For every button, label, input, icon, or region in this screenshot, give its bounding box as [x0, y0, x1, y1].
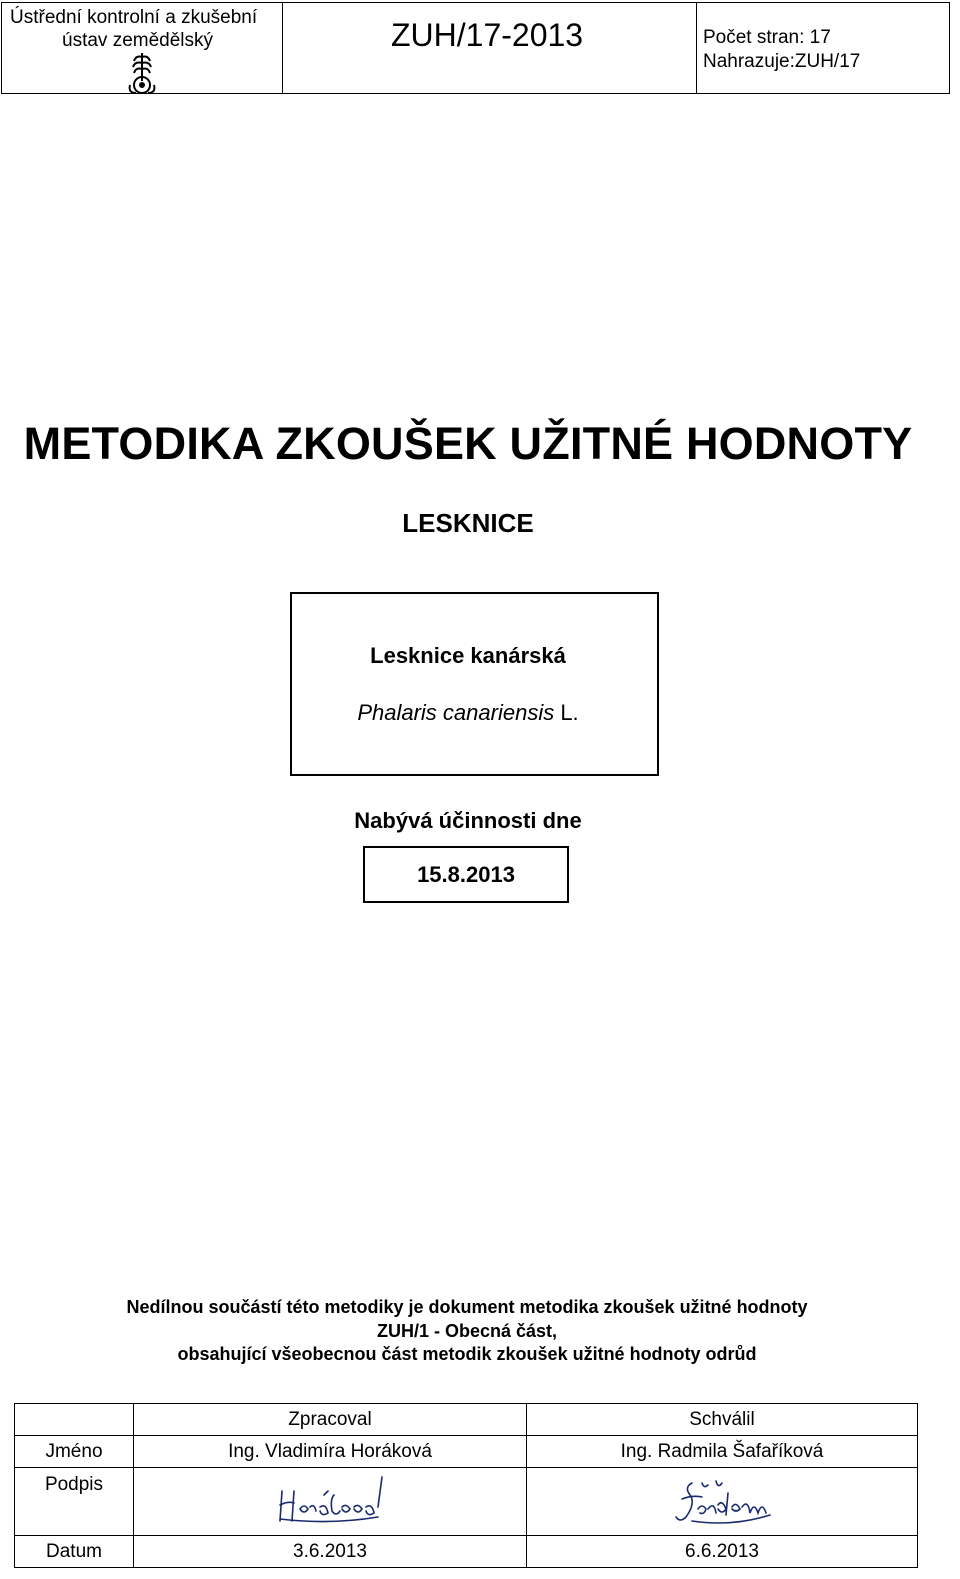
species-latin-name	[0, 700, 936, 726]
prepared-signature-cell	[134, 1468, 527, 1536]
replaces-document: Nahrazuje:ZUH/17	[703, 51, 861, 72]
organization-name-line2: ústav zemědělský	[62, 30, 214, 51]
effective-date: 15.8.2013	[417, 861, 515, 887]
note-line1: Nedílnou součástí této metodiky je dokument metodika zkoušek užitné hodnoty	[126, 1297, 808, 1317]
document-code: ZUH/17-2013	[391, 17, 584, 53]
handwritten-signature-approved	[662, 1473, 782, 1531]
approved-date: 6.6.2013	[527, 1536, 918, 1568]
effective-date-box	[363, 846, 569, 903]
document-subtitle: LESKNICE	[402, 508, 534, 538]
table-row	[15, 1404, 918, 1436]
header-organization-cell	[2, 3, 283, 93]
signature-table	[14, 1403, 918, 1568]
species-latin-author: L.	[554, 700, 579, 725]
table-row	[15, 1536, 918, 1568]
row-label-signature: Podpis	[15, 1468, 134, 1536]
species-box	[290, 592, 659, 776]
approved-by-name: Ing. Radmila Šafaříková	[527, 1436, 918, 1468]
handwritten-signature-prepared	[270, 1473, 390, 1531]
prepared-date: 3.6.2013	[134, 1536, 527, 1568]
column-header-prepared: Zpracoval	[134, 1404, 527, 1436]
page-count: Počet stran: 17	[703, 27, 831, 48]
organization-name-line1: Ústřední kontrolní a zkušební	[10, 7, 258, 28]
table-row	[15, 1436, 918, 1468]
header-pages-cell	[697, 3, 949, 93]
ukzuz-logo-icon	[124, 51, 160, 95]
note-line3: obsahující všeobecnou část metodik zkoušek užitné hodnoty odrůd	[177, 1344, 757, 1364]
table-corner-cell	[15, 1404, 134, 1436]
prepared-by-name: Ing. Vladimíra Horáková	[134, 1436, 527, 1468]
row-label-date: Datum	[15, 1536, 134, 1568]
related-document-note	[0, 1296, 934, 1367]
table-row	[15, 1468, 918, 1536]
column-header-approved: Schválil	[527, 1404, 918, 1436]
note-line2: ZUH/1 - Obecná část,	[376, 1320, 558, 1341]
species-latin-genus: Phalaris canariensis	[357, 700, 555, 725]
header-code-cell	[283, 3, 697, 93]
row-label-name: Jméno	[15, 1436, 134, 1468]
effective-date-label: Nabývá účinnosti dne	[354, 808, 582, 833]
document-header	[1, 2, 950, 94]
species-czech-name: Lesknice kanárská	[370, 643, 566, 668]
document-title: METODIKA ZKOUŠEK UŽITNÉ HODNOTY	[23, 418, 913, 469]
approved-signature-cell	[527, 1468, 918, 1536]
